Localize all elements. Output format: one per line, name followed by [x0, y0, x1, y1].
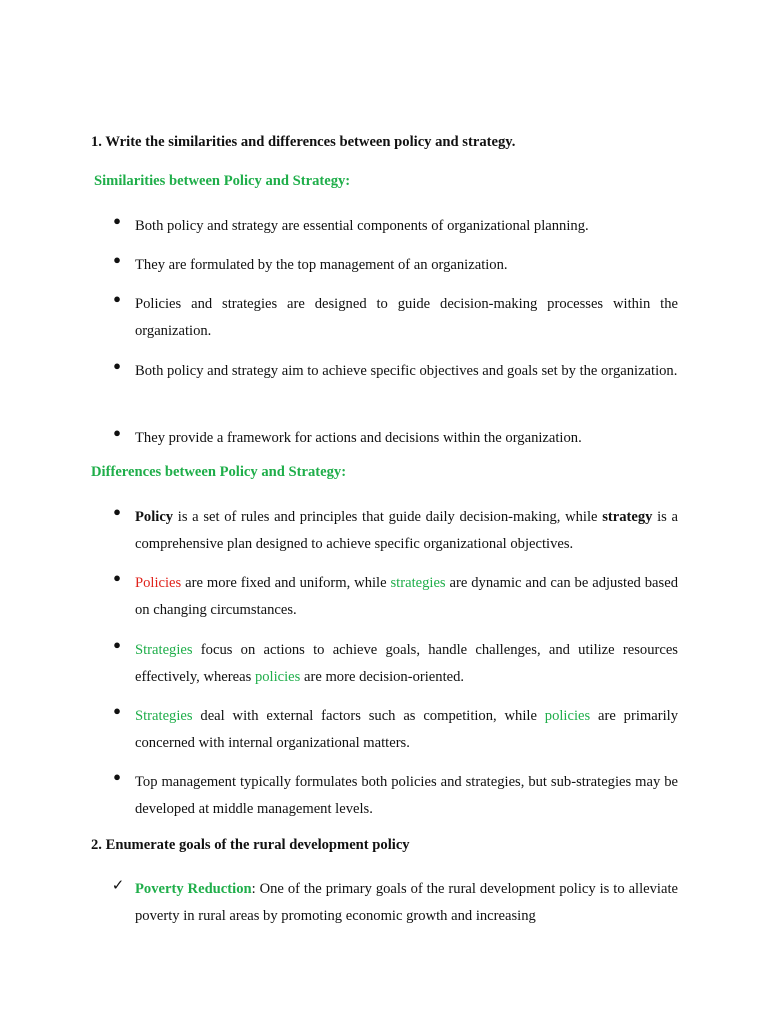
bullet-dot-icon: ●: [113, 425, 121, 440]
similarities-title: Similarities between Policy and Strategy:: [94, 173, 351, 189]
bullet-dot-icon: ●: [113, 504, 121, 519]
list-item: ● Strategies focus on actions to achieve goals, handle challenges, and utilize resources effectively, whereas policies are more decision-oriented.: [110, 637, 678, 691]
bullet-dot-icon: ●: [113, 358, 121, 373]
list-item: ● Top management typically formulates both policies and strategies, but sub-strategies may be developed at middle management levels.: [110, 769, 678, 823]
list-item: ✓ Poverty Reduction: One of the primary goals of the rural development policy is to alleviate poverty in rural areas by promoting economic growth and increasing: [111, 878, 678, 924]
bullet-dot-icon: ●: [113, 703, 121, 718]
list-item: ● Strategies deal with external factors such as competition, while policies are primarily concerned with internal organizational matters.: [110, 703, 678, 757]
bullet-dot-icon: ●: [113, 637, 121, 652]
list-item: ● Policies are more fixed and uniform, while strategies are dynamic and can be adjusted based on changing circumstances.: [110, 570, 678, 624]
checkmark-icon: ✓: [111, 878, 125, 894]
list-item: ● Both policy and strategy aim to achieve specific objectives and goals set by the organization.: [110, 358, 678, 385]
list-item: ● Policies and strategies are designed to guide decision-making processes within the organization.: [110, 291, 678, 345]
list-item: ● They are formulated by the top management of an organization.: [110, 252, 678, 279]
question-2-heading: 2. Enumerate goals of the rural development policy: [91, 837, 410, 853]
bullet-dot-icon: ●: [113, 252, 121, 267]
bullet-dot-icon: ●: [113, 769, 121, 784]
bullet-dot-icon: ●: [113, 213, 121, 228]
bullet-dot-icon: ●: [113, 570, 121, 585]
differences-title: Differences between Policy and Strategy:: [91, 464, 347, 480]
question-1-heading: 1. Write the similarities and differences between policy and strategy.: [91, 134, 516, 150]
bullet-dot-icon: ●: [113, 291, 121, 306]
list-item: ● Policy is a set of rules and principles that guide daily decision-making, while strategy is a comprehensive plan designed to achieve specific organizational objectives.: [110, 504, 678, 558]
list-item: ● Both policy and strategy are essential components of organizational planning.: [110, 213, 678, 240]
list-item: ● They provide a framework for actions and decisions within the organization.: [110, 425, 678, 452]
